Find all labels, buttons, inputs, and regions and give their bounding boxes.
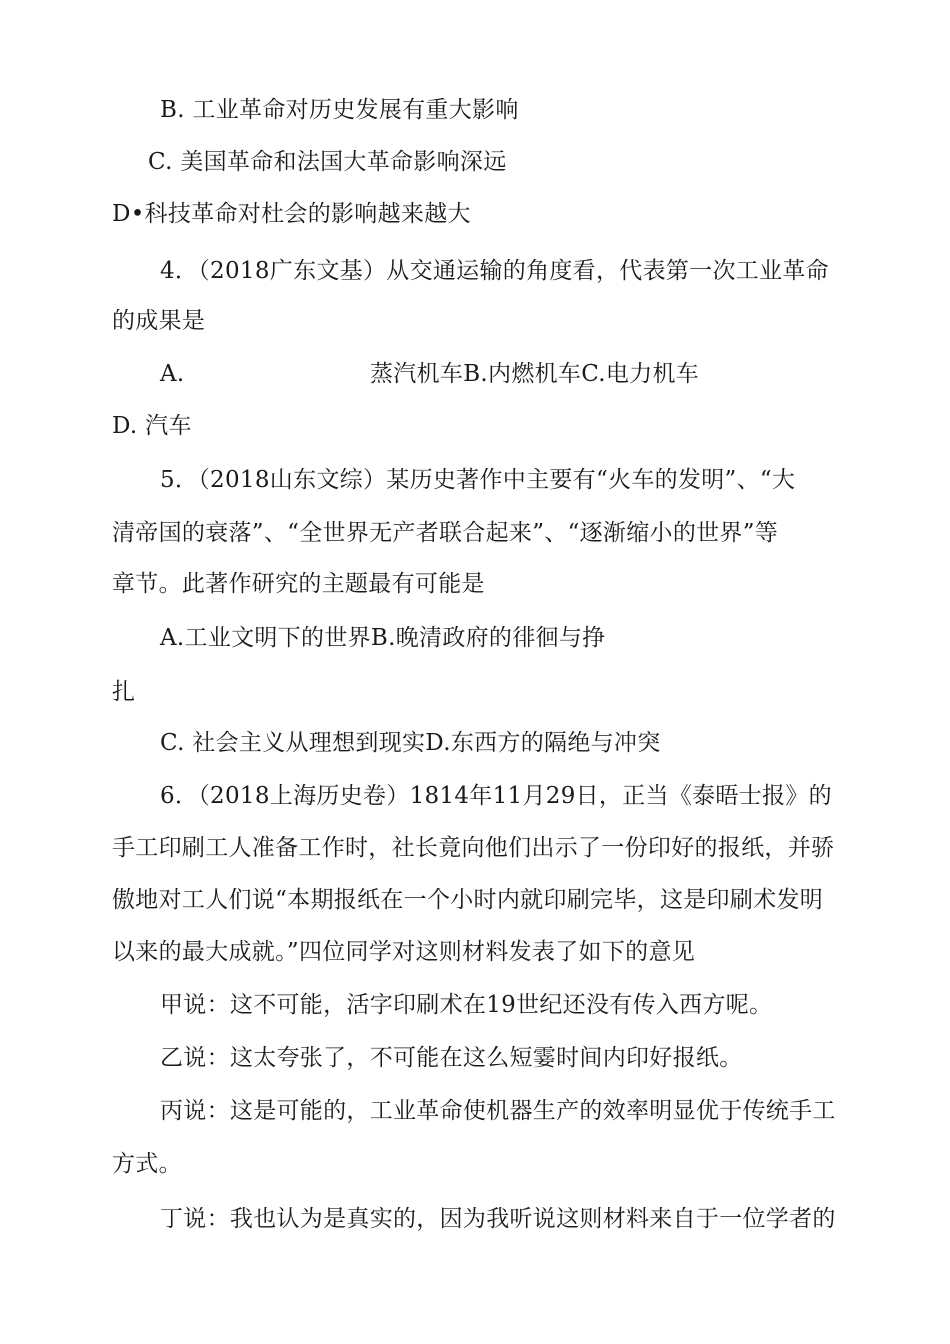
q4-option-a-label: A. — [160, 361, 185, 387]
q5-options-ab-line-1: A.工业文明下的世界B.晚清政府的徘徊与挣 — [160, 625, 606, 651]
q4-stem-line-2: 的成果是 — [112, 308, 206, 334]
q4-stem-line-1: 4．（2018广东文基）从交通运输的角度看，代表第一次工业革命 — [160, 258, 829, 284]
q6-stem-line-4: 以来的最大成就。”四位同学对这则材料发表了如下的意见 — [112, 939, 696, 965]
q5-stem-line-3: 章节。此著作研究的主题最有可能是 — [112, 571, 485, 597]
q6-stem-line-1: 6．（2018上海历史卷）1814年11月29日，正当《泰晤士报》的 — [160, 783, 832, 809]
q5-stem-line-2: 清帝国的衰落”、“全世界无产者联合起来”、“逐渐缩小的世界”等 — [112, 520, 779, 546]
q6-opinion-jia: 甲说：这不可能，活字印刷术在19世纪还没有传入西方呢。 — [160, 992, 773, 1018]
q6-opinion-bing-line-1: 丙说：这是可能的，工业革命使机器生产的效率明显优于传统手工 — [160, 1098, 836, 1124]
q6-stem-line-3: 傲地对工人们说“本期报纸在一个小时内就印刷完毕，这是印刷术发明 — [112, 887, 824, 913]
q5-stem-line-1: 5．（2018山东文综）某历史著作中主要有“火车的发明”、“大 — [160, 467, 796, 493]
q3-option-d: D•科技革命对杜会的影响越来越大 — [112, 201, 471, 227]
q6-opinion-bing-line-2: 方式。 — [112, 1151, 182, 1177]
q3-option-c: C. 美国革命和法国大革命影响深远 — [148, 149, 507, 175]
q5-options-cd: C. 社会主义从理想到现实D.东西方的隔绝与冲突 — [160, 730, 661, 756]
q6-opinion-yi: 乙说：这太夸张了，不可能在这么短霎时间内印好报纸。 — [160, 1045, 743, 1071]
q5-options-ab-line-2: 扎 — [112, 679, 136, 705]
q6-opinion-ding-line-1: 丁说：我也认为是真实的，因为我听说这则材料来自于一位学者的 — [160, 1206, 836, 1232]
q4-option-d: D. 汽车 — [112, 413, 192, 439]
q4-options-abc: 蒸汽机车B.内燃机车C.电力机车 — [370, 361, 700, 387]
q3-option-b: B. 工业革命对历史发展有重大影响 — [160, 97, 519, 123]
q6-stem-line-2: 手工印刷工人准备工作时，社长竟向他们出示了一份印好的报纸，并骄 — [112, 835, 835, 861]
